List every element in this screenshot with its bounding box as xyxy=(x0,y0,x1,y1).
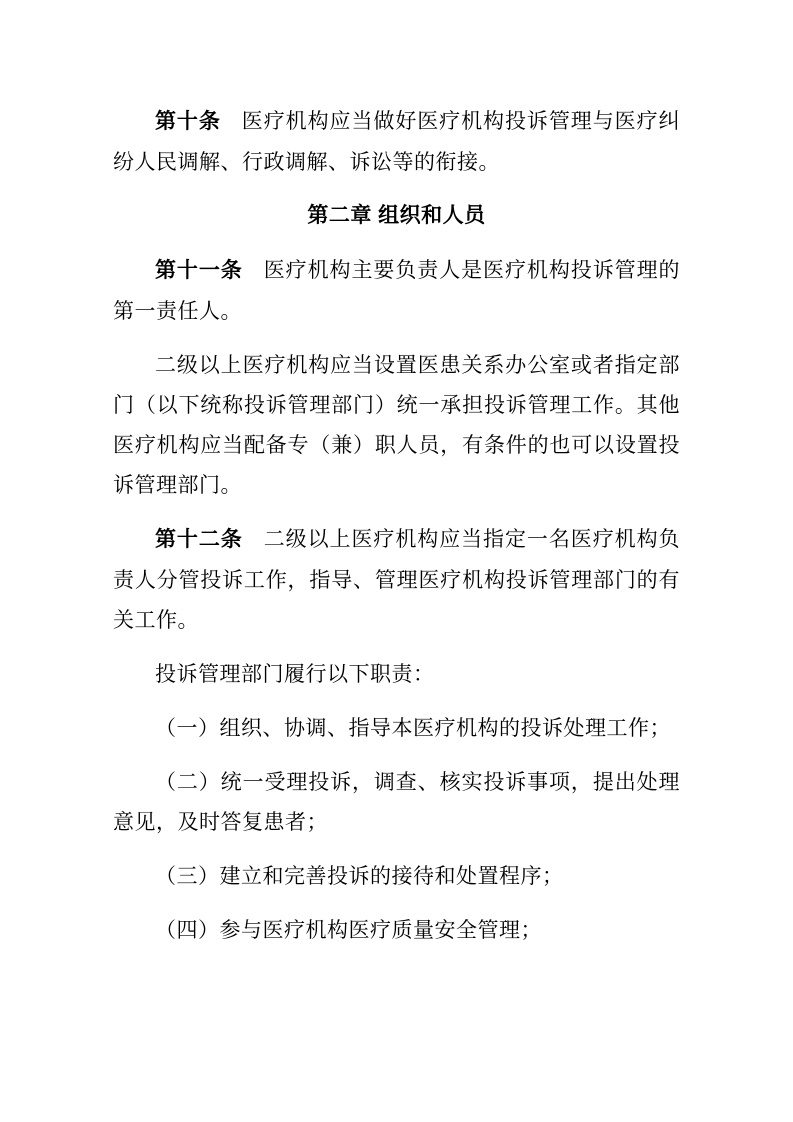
article-12-text: 二级以上医疗机构应当指定一名医疗机构负责人分管投诉工作，指导、管理医疗机构投诉管理部门的有关工作。 xyxy=(113,527,681,632)
paragraph-article-10 xyxy=(113,101,680,182)
list-item-1: （一）组织、协调、指导本医疗机构的投诉处理工作； xyxy=(155,716,671,740)
list-item-3: （三）建立和完善投诉的接待和处置程序； xyxy=(155,864,564,888)
paragraph-body-tier2-setup: 二级以上医疗机构应当设置医患关系办公室或者指定部门（以下统称投诉管理部门）统一承担投诉管理工作。其他医疗机构应当配备专（兼）职人员，有条件的也可以设置投诉管理部门。 xyxy=(113,353,680,497)
list-item-2: （二）统一受理投诉，调查、核实投诉事项，提出处理意见，及时答复患者； xyxy=(113,770,680,834)
article-11-label: 第十一条 xyxy=(155,259,243,282)
article-11-text: 医疗机构主要负责人是医疗机构投诉管理的第一责任人。 xyxy=(113,258,681,323)
chapter-2-heading: 第二章 组织和人员 xyxy=(307,204,486,227)
paragraph-duties-intro: 投诉管理部门履行以下职责： xyxy=(155,662,435,686)
article-12-label: 第十二条 xyxy=(155,528,243,551)
paragraph-article-12 xyxy=(113,519,680,640)
article-10-label: 第十条 xyxy=(155,110,221,133)
article-10-text: 医疗机构应当做好医疗机构投诉管理与医疗纠纷人民调解、行政调解、诉讼等的衔接。 xyxy=(113,109,680,174)
paragraph-article-11 xyxy=(113,250,680,331)
list-item-4: （四）参与医疗机构医疗质量安全管理； xyxy=(155,918,542,942)
